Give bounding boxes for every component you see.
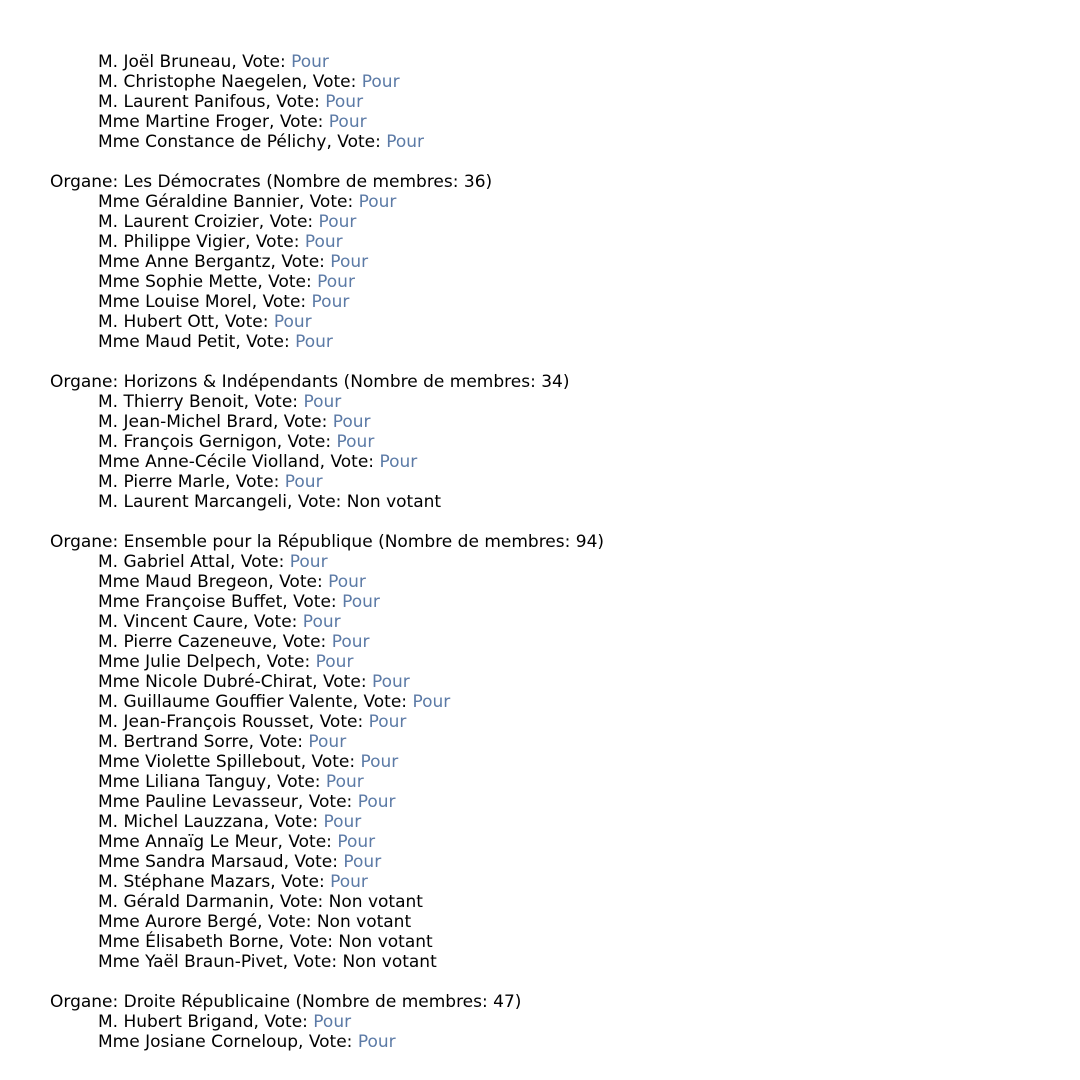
member-name: Mme Nicole Dubré-Chirat [98, 672, 313, 692]
member-separator: , [298, 192, 310, 212]
member-row [50, 592, 1050, 612]
vote-label: Vote: [259, 732, 309, 752]
member-separator: , [243, 612, 254, 632]
vote-label: Vote: [312, 72, 362, 92]
vote-label: Vote: [255, 232, 305, 252]
member-separator: , [231, 52, 243, 72]
organe-name: Horizons & Indépendants [123, 372, 339, 392]
member-separator: , [243, 392, 255, 412]
member-separator: , [255, 652, 267, 672]
organe-paren-open: ( [260, 172, 273, 192]
member-name: M. Vincent Caure [98, 612, 244, 632]
organe-name: Droite Républicaine [123, 992, 291, 1012]
vote-value: Pour [342, 592, 380, 612]
member-row [50, 492, 1050, 512]
member-row [50, 92, 1050, 112]
member-row [50, 272, 1050, 292]
organe-heading [50, 172, 1050, 192]
member-row [50, 192, 1050, 212]
organe-heading [50, 992, 1050, 1012]
member-row [50, 792, 1050, 812]
member-row [50, 212, 1050, 232]
member-separator: , [287, 492, 298, 512]
member-name: Mme Élisabeth Borne [98, 932, 279, 952]
vote-label: Vote: [235, 472, 285, 492]
member-row [50, 392, 1050, 412]
vote-value: Pour [360, 752, 399, 772]
member-name: Mme Sandra Marsaud [98, 852, 284, 872]
organe-paren-close: ) [485, 172, 493, 192]
member-separator: , [282, 952, 294, 972]
organe-label: Organe: [50, 372, 124, 392]
member-separator: , [253, 1012, 265, 1032]
members-count: 36 [463, 172, 486, 192]
vote-label: Vote: [283, 412, 333, 432]
member-row [50, 812, 1050, 832]
member-row [50, 252, 1050, 272]
vote-label: Vote: [363, 692, 413, 712]
member-name: M. Gabriel Attal [98, 552, 230, 572]
vote-value: Pour [330, 872, 368, 892]
member-separator: , [298, 1032, 309, 1052]
member-row [50, 732, 1050, 752]
vote-label: Vote: [308, 792, 358, 812]
vote-value: Pour [361, 72, 400, 92]
vote-label: Vote: [262, 292, 312, 312]
member-separator: , [282, 592, 294, 612]
member-separator: , [270, 252, 282, 272]
members-count: 47 [493, 992, 515, 1012]
member-separator: , [257, 912, 268, 932]
member-separator: , [352, 692, 364, 712]
vote-value: Pour [337, 832, 376, 852]
organe-paren-close: ) [597, 532, 605, 552]
vote-value: Pour [311, 292, 350, 312]
member-name: M. Guillaume Gouffier Valente [98, 692, 353, 712]
organe-paren-open: ( [338, 372, 351, 392]
vote-label: Vote: [264, 1012, 314, 1032]
member-name: M. Laurent Marcangeli [98, 492, 287, 512]
vote-label: Vote: [279, 112, 329, 132]
member-name: Mme Annaïg Le Meur [98, 832, 278, 852]
vote-value: Pour [331, 632, 370, 652]
member-name: M. Jean-François Rousset [98, 712, 309, 732]
vote-value: Non votant [328, 892, 423, 912]
vote-label: Vote: [224, 312, 274, 332]
vote-value: Pour [357, 792, 396, 812]
organe-label: Organe: [50, 532, 124, 552]
member-name: M. Jean-Michel Brard [98, 412, 273, 432]
vote-value: Pour [303, 392, 342, 412]
vote-label: Vote: [281, 872, 331, 892]
member-name: Mme Géraldine Bannier [98, 192, 299, 212]
vote-label: Vote: [288, 832, 338, 852]
vote-value: Pour [317, 272, 355, 292]
vote-label: Vote: [242, 52, 292, 72]
organe-label: Organe: [50, 172, 124, 192]
member-name: M. Bertrand Sorre [98, 732, 249, 752]
member-separator: , [301, 72, 313, 92]
member-row [50, 1012, 1050, 1032]
member-separator: , [297, 792, 309, 812]
member-name: Mme Constance de Pélichy [98, 132, 327, 152]
member-separator: , [258, 212, 270, 232]
organe-heading [50, 532, 1050, 552]
member-row [50, 632, 1050, 652]
member-name: M. Laurent Croizier [98, 212, 259, 232]
vote-label: Vote: [289, 932, 339, 952]
vote-label: Vote: [274, 812, 324, 832]
member-separator: , [265, 92, 277, 112]
vote-label: Vote: [266, 652, 316, 672]
member-separator: , [268, 892, 280, 912]
vote-label: Vote: [279, 892, 329, 912]
vote-value: Pour [318, 212, 357, 232]
vote-value: Non votant [316, 912, 412, 932]
member-row [50, 332, 1050, 352]
member-name: Mme Maud Petit [98, 332, 236, 352]
member-separator: , [268, 572, 280, 592]
member-name: Mme Sophie Mette [98, 272, 258, 292]
vote-value: Pour [313, 1012, 352, 1032]
vote-label: Vote: [268, 272, 318, 292]
member-name: M. Hubert Brigand [98, 1012, 254, 1032]
vote-value: Pour [343, 852, 382, 872]
member-row [50, 132, 1050, 152]
vote-label: Vote: [293, 952, 343, 972]
members-count-label: Nombre de membres: [350, 372, 542, 392]
vote-label: Vote: [309, 192, 359, 212]
member-separator: , [300, 752, 312, 772]
vote-label: Vote: [293, 592, 343, 612]
vote-value: Pour [315, 652, 354, 672]
member-row [50, 852, 1050, 872]
vote-value: Pour [332, 412, 371, 432]
member-row [50, 832, 1050, 852]
member-separator: , [283, 852, 295, 872]
vote-value: Pour [284, 472, 323, 492]
vote-value: Pour [302, 612, 341, 632]
vote-value: Pour [386, 132, 425, 152]
member-name: Mme Anne-Cécile Violland [98, 452, 320, 472]
organe-name: Ensemble pour la République [123, 532, 373, 552]
member-separator: , [235, 332, 247, 352]
vote-list-document [50, 52, 1050, 1052]
vote-value: Pour [357, 1032, 396, 1052]
member-name: Mme Louise Morel [98, 292, 252, 312]
vote-label: Vote: [330, 452, 380, 472]
member-name: M. Thierry Benoit [98, 392, 244, 412]
member-separator: , [326, 132, 338, 152]
member-row [50, 292, 1050, 312]
member-separator: , [214, 312, 225, 332]
member-row [50, 432, 1050, 452]
member-name: M. Pierre Cazeneuve [98, 632, 272, 652]
organe-heading [50, 372, 1050, 392]
member-name: Mme Pauline Levasseur [98, 792, 298, 812]
member-name: M. Laurent Panifous [98, 92, 266, 112]
vote-value: Pour [291, 52, 329, 72]
member-row [50, 572, 1050, 592]
member-name: Mme Yaël Braun-Pivet [98, 952, 283, 972]
vote-label: Vote: [282, 632, 332, 652]
vote-value: Non votant [338, 932, 433, 952]
member-name: M. Pierre Marle [98, 472, 225, 492]
member-name: Mme Martine Froger [98, 112, 269, 132]
member-separator: , [319, 452, 331, 472]
vote-value: Pour [379, 452, 418, 472]
member-separator: , [270, 872, 282, 892]
organe-paren-open: ( [372, 532, 385, 552]
member-name: M. Philippe Vigier [98, 232, 246, 252]
vote-value: Non votant [346, 492, 442, 512]
member-name: M. Joël Bruneau [98, 52, 232, 72]
vote-value: Pour [295, 332, 333, 352]
vote-value: Pour [328, 572, 366, 592]
organe-name: Les Démocrates [123, 172, 261, 192]
members-count: 34 [541, 372, 563, 392]
member-separator: , [278, 932, 290, 952]
vote-value: Pour [325, 92, 364, 112]
section-spacer [50, 972, 1050, 992]
vote-label: Vote: [279, 572, 329, 592]
member-name: M. Christophe Naegelen [98, 72, 302, 92]
member-name: M. Gérald Darmanin [98, 892, 269, 912]
member-name: M. Stéphane Mazars [98, 872, 271, 892]
member-row [50, 892, 1050, 912]
member-row [50, 772, 1050, 792]
vote-label: Vote: [254, 392, 304, 412]
member-name: Mme Maud Bregeon [98, 572, 269, 592]
member-row [50, 672, 1050, 692]
vote-value: Pour [328, 112, 367, 132]
member-name: M. François Gernigon [98, 432, 277, 452]
section-spacer [50, 352, 1050, 372]
member-row [50, 472, 1050, 492]
member-separator: , [271, 632, 283, 652]
member-separator: , [248, 732, 260, 752]
member-row [50, 312, 1050, 332]
member-row [50, 112, 1050, 132]
member-separator: , [277, 832, 289, 852]
member-separator: , [308, 712, 320, 732]
member-name: M. Michel Lauzzana [98, 812, 264, 832]
vote-value: Pour [273, 312, 312, 332]
vote-value: Pour [336, 432, 375, 452]
member-row [50, 232, 1050, 252]
member-row [50, 752, 1050, 772]
member-row [50, 932, 1050, 952]
member-name: Mme Françoise Buffet [98, 592, 283, 612]
member-row [50, 952, 1050, 972]
vote-label: Vote: [337, 132, 387, 152]
vote-label: Vote: [246, 332, 296, 352]
vote-label: Vote: [319, 712, 369, 732]
member-row [50, 912, 1050, 932]
member-separator: , [263, 812, 275, 832]
member-row [50, 412, 1050, 432]
vote-label: Vote: [308, 1032, 358, 1052]
member-row [50, 712, 1050, 732]
member-row [50, 52, 1050, 72]
vote-label: Vote: [253, 612, 303, 632]
member-separator: , [269, 112, 280, 132]
vote-value: Pour [368, 712, 407, 732]
member-separator: , [224, 472, 236, 492]
vote-value: Pour [325, 772, 364, 792]
vote-value: Pour [304, 232, 343, 252]
vote-label: Vote: [294, 852, 344, 872]
member-row [50, 452, 1050, 472]
vote-label: Vote: [287, 432, 337, 452]
member-separator: , [266, 772, 277, 792]
members-count-label: Nombre de membres: [302, 992, 494, 1012]
section-spacer [50, 152, 1050, 172]
organe-label: Organe: [50, 992, 124, 1012]
vote-label: Vote: [276, 92, 326, 112]
vote-value: Pour [308, 732, 347, 752]
member-separator: , [245, 232, 256, 252]
organe-paren-close: ) [514, 992, 522, 1012]
member-row [50, 1032, 1050, 1052]
vote-value: Pour [330, 252, 369, 272]
organe-paren-open: ( [290, 992, 303, 1012]
members-count-label: Nombre de membres: [272, 172, 464, 192]
member-name: Mme Liliana Tanguy [98, 772, 267, 792]
member-separator: , [276, 432, 288, 452]
member-name: Mme Julie Delpech [98, 652, 256, 672]
member-row [50, 72, 1050, 92]
member-row [50, 652, 1050, 672]
vote-value: Pour [412, 692, 451, 712]
vote-value: Pour [289, 552, 328, 572]
vote-label: Vote: [311, 752, 361, 772]
vote-label: Vote: [267, 912, 317, 932]
vote-label: Vote: [322, 672, 372, 692]
vote-value: Pour [323, 812, 362, 832]
member-separator: , [257, 272, 269, 292]
vote-label: Vote: [269, 212, 319, 232]
vote-label: Vote: [281, 252, 331, 272]
member-name: Mme Anne Bergantz [98, 252, 271, 272]
member-row [50, 612, 1050, 632]
member-row [50, 692, 1050, 712]
vote-value: Pour [358, 192, 397, 212]
vote-label: Vote: [297, 492, 347, 512]
member-separator: , [272, 412, 284, 432]
member-separator: , [312, 672, 323, 692]
members-count: 94 [575, 532, 598, 552]
vote-value: Pour [371, 672, 410, 692]
vote-label: Vote: [276, 772, 326, 792]
vote-value: Non votant [342, 952, 437, 972]
section-spacer [50, 512, 1050, 532]
organe-paren-close: ) [562, 372, 570, 392]
member-name: Mme Josiane Corneloup [98, 1032, 299, 1052]
vote-label: Vote: [240, 552, 290, 572]
member-name: Mme Aurore Bergé [98, 912, 258, 932]
member-row [50, 872, 1050, 892]
member-separator: , [251, 292, 263, 312]
member-name: M. Hubert Ott [98, 312, 215, 332]
members-count-label: Nombre de membres: [384, 532, 576, 552]
member-name: Mme Violette Spillebout [98, 752, 301, 772]
member-row [50, 552, 1050, 572]
member-separator: , [229, 552, 241, 572]
